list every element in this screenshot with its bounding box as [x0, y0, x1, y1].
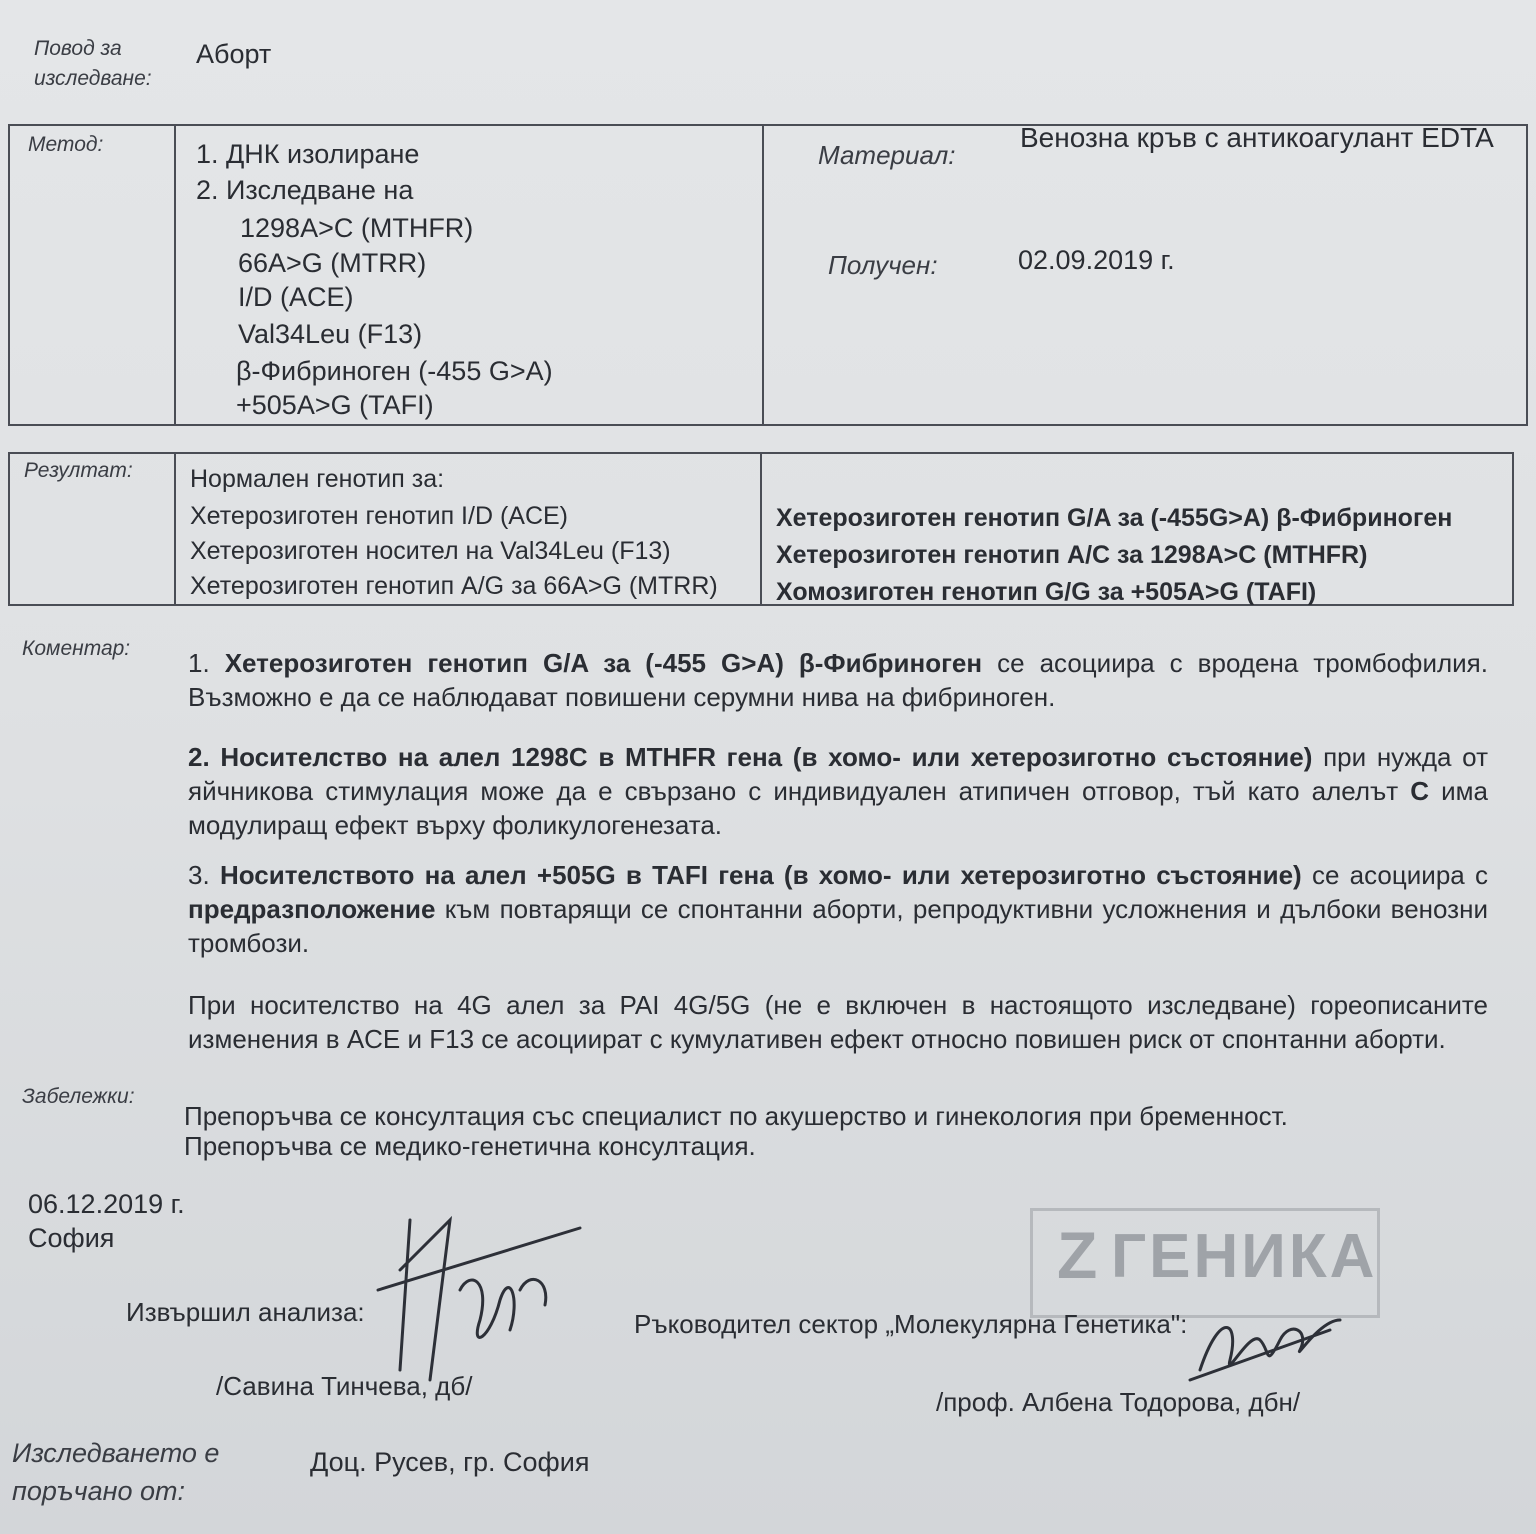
comment-p1-text: се асоциира с вродена тромбофилия. Възможно е да се наблюдават повишени серумни нива на фибриноген.	[188, 648, 1488, 712]
notes-line-1: Препоръчва се консултация със специалист по акушерство и гинекология при бременност.	[184, 1101, 1288, 1131]
method-line-1: 1. ДНК изолиране	[196, 139, 420, 169]
method-label: Метод:	[28, 133, 104, 156]
comment-p3-number: 3.	[188, 860, 210, 890]
ordered-by-label-line1: Изследването е	[12, 1438, 220, 1468]
reason-label-line1: Повод за	[34, 37, 122, 60]
method-line-2: 2. Изследване на	[196, 175, 414, 205]
comment-p1-bold: Хетерозиготен генотип G/A за (-455 G>A) β-Фибриноген	[224, 648, 983, 678]
reason-value: Аборт	[196, 39, 272, 69]
result-left-line-3: Хетерозиготен носител на Val34Leu (F13)	[190, 537, 671, 565]
stamp-name: ГЕНИКА	[1111, 1222, 1378, 1291]
comment-p3-text-2: към повтарящи се спонтанни аборти, репродуктивни усложнения и дълбоки венозни тромбози.	[188, 894, 1488, 958]
method-line-5: I/D (ACE)	[238, 282, 354, 312]
comment-p2-text-2: има модулиращ ефект върху фоликулогенезата.	[188, 776, 1488, 840]
notes-label: Забележки:	[22, 1085, 135, 1108]
material-label: Материал:	[818, 140, 956, 170]
received-value: 02.09.2019 г.	[1018, 245, 1175, 275]
ordered-by-label	[12, 1434, 219, 1510]
comment-p1-number: 1.	[188, 648, 210, 678]
comment-paragraph-2	[188, 740, 1488, 842]
comment-p3-text-1: се асоциира с	[1311, 860, 1488, 890]
method-line-3: 1298A>C (MTHFR)	[240, 213, 474, 243]
comment-p3-bold: Носителството на алел +505G в TAFI гена (в хомо- или хетерозиготно състояние)	[219, 860, 1302, 890]
analyst-label: Извършил анализа:	[126, 1297, 365, 1327]
head-name: /проф. Албена Тодорова, дбн/	[936, 1387, 1301, 1417]
result-right-line-3: Хомозиготен генотип G/G за +505A>G (TAFI)	[776, 578, 1317, 606]
comment-label: Коментар:	[22, 637, 131, 660]
result-left-line-1: Нормален генотип за:	[190, 465, 445, 493]
result-right-line-2: Хетерозиготен генотип A/C за 1298A>C (MTHFR)	[776, 541, 1368, 569]
analyst-name: /Савина Тинчева, дб/	[216, 1371, 473, 1401]
comment-p2-bold: 2. Носителство на алел 1298C в MTHFR гена (в хомо- или хетерозиготно състояние)	[188, 742, 1313, 772]
comment-p3-bold-predisposition: предразположение	[188, 894, 436, 924]
report-city: София	[28, 1223, 115, 1253]
method-line-7: β-Фибриноген (-455 G>A)	[236, 356, 553, 386]
ordered-by-label-line2: поръчано от:	[12, 1476, 186, 1506]
reason-label	[34, 34, 152, 94]
result-divider-left	[174, 454, 176, 604]
head-label: Ръководител сектор „Молекулярна Генетика":	[634, 1309, 1188, 1339]
report-date: 06.12.2019 г.	[28, 1189, 185, 1219]
received-label: Получен:	[828, 250, 938, 280]
stamp-logo-icon: Z	[1057, 1218, 1098, 1292]
comment-p2-text-1: при нужда от яйчникова стимулация може да е свързано с индивидуален атипичен отговор, тъй като алелът	[188, 742, 1488, 806]
reason-label-line2: изследване:	[34, 67, 152, 90]
comment-paragraph-4: При носителство на 4G алел за PAI 4G/5G (не е включен в настоящото изследване) гореописаните изменения в ACE и F13 се асоциират с кумулативен ефект относно повишен риск от спонтанни аборти.	[188, 990, 1488, 1054]
notes-line-2: Препоръчва се медико-генетична консултация.	[184, 1131, 756, 1161]
comment-p2-bold-allele: C	[1410, 776, 1430, 806]
analyst-signature	[370, 1210, 600, 1390]
method-divider-right	[762, 126, 764, 424]
result-left-line-4: Хетерозиготен генотип A/G за 66A>G (MTRR)	[190, 572, 718, 600]
result-label: Резултат:	[24, 459, 133, 482]
result-right-line-1: Хетерозиготен генотип G/A за (-455G>A) β-Фибриноген	[776, 504, 1453, 532]
material-value: Венозна кръв с антикоагулант EDTA	[1020, 122, 1494, 153]
method-line-6: Val34Leu (F13)	[238, 319, 423, 349]
comment-paragraph-3	[188, 858, 1488, 960]
method-line-8: +505A>G (TAFI)	[236, 390, 434, 420]
comment-paragraph-1	[188, 646, 1488, 714]
head-signature	[1180, 1290, 1350, 1400]
result-divider-right	[760, 454, 762, 604]
method-line-4: 66A>G (MTRR)	[238, 248, 427, 278]
result-left-line-2: Хетерозиготен генотип I/D (ACE)	[190, 502, 569, 530]
method-divider-left	[174, 126, 176, 424]
ordered-by-value: Доц. Русев, гр. София	[310, 1447, 590, 1477]
